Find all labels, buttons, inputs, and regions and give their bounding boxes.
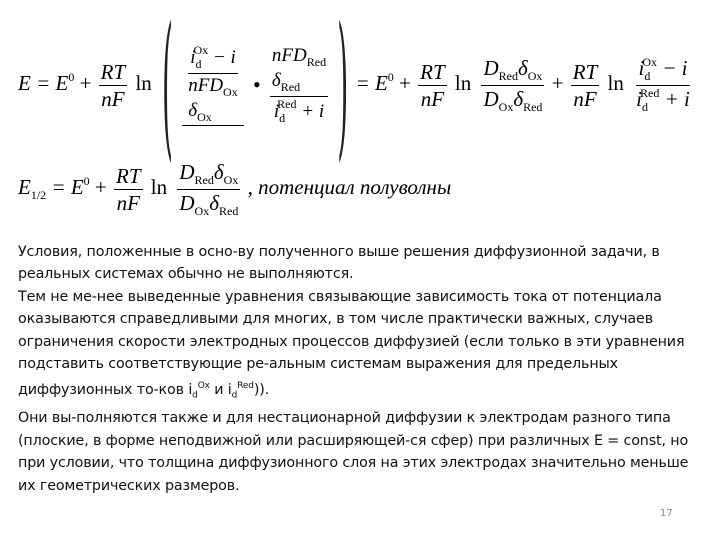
right-big-fraction: nFD$_{Red}$ $\delta_{Red}$ $i_d^{Red} + i$ xyxy=(271,45,327,125)
paragraph-nonstationary: Они вы-полняются также и для нестационарной диффузии к электродам разного типа (плоские, в форме неподвижной или расширяющей-ся сфер) при различных Е = const, но при условии, что толщина диффузионного слоя на этих электродах значительно меньше их геометрических размеров. xyxy=(18,410,689,494)
half-wave-caption: , потенциал полуволны xyxy=(247,175,452,200)
diffusion-ratio: $\frac{D_{Red}\delta_{Ox}}{D_{Ox}\delta_{Red}}$ xyxy=(483,55,543,114)
formula-lhs: E = E xyxy=(18,71,69,95)
current-ratio: $\frac{i_d^{Ox} - i}{i_d^{Red} + i}$ xyxy=(636,54,690,114)
left-paren: ( xyxy=(162,0,173,178)
rt-nf-fraction: $\frac{RT}{nF}$ xyxy=(100,59,126,111)
multiply-dot: • xyxy=(252,72,261,98)
paragraph-conditions: Условия, положенные в осно-ву полученного выше решения диффузионной задачи, в реальных системах обычно не выполняются. xyxy=(18,244,660,283)
big-fraction: $i_d^{Ox} - i$ nFD$_{Ox}$ $\delta_{Ox}$ xyxy=(182,44,244,126)
formula-half-wave: $E_{1/2} = E^0$ + $\frac{RT}{nF}$ ln $\frac{D_{Red}\delta_{Ox}}{D_{Ox}\delta_{Red}}$ , потенциал полуволны xyxy=(18,160,452,218)
body-text xyxy=(18,241,708,497)
formula-current-potential: $E = E^0$ + $\frac{RT}{nF}$ ln ( $i_d^{Ox} - i$ nFD$_{Ox}$ $\delta_{Ox}$ • nFD$_{Red}$ $\delta_{Red}$ $i_d^{Red} + i$ ) = $E^0$ + $\frac{RT}{nF}$ ln $\frac{D_{Red}\delta_{Ox}}{D_{Ox}\delta_{Red}}$ + $\frac{RT}{nF}$ ln $\frac{i_d^{Ox} - i}{i_d^{Red} + i}$ xyxy=(18,44,694,126)
right-paren: ) xyxy=(337,0,349,178)
page-number: 17 xyxy=(660,508,673,519)
paragraph-nevertheless: Тем не ме-нее выведенные уравнения связывающие зависимость тока от потенциала оказываются справедливыми для многих, в том числе практически важных, случаев ограничения скорости электродных процессов диффузией (если только в эти уравнения подставить соответствующие ре-альным системам выражения для предельных диффузионных то-ков $i_d^{Ox}$ и $i_d^{Red}$)). xyxy=(18,288,685,402)
